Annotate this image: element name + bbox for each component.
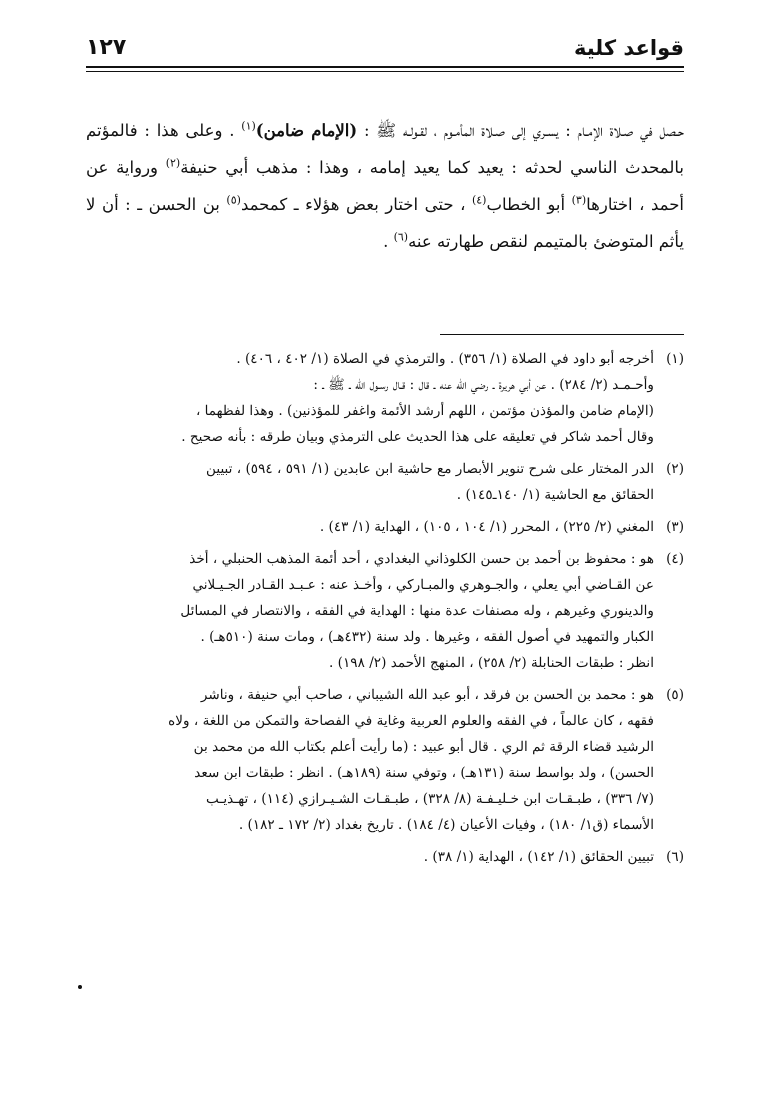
- paragraph-segment: بن الحسن ـ : أن لا يأثم المتوضئ بالمتيمم لنقص طهارته عنه: [86, 195, 684, 251]
- footnote-line: (٧/ ٣٣٦) ، طبـقـات ابن خـليـفـة (٨/ ٣٢٨) ، طبـقـات الشـيـرازي (١١٤) ، تهـذيـب: [206, 791, 654, 807]
- footnote-line: انظر : طبقات الحنابلة (٢/ ٢٥٨) ، المنهج الأحمد (٢/ ١٩٨) .: [329, 655, 654, 671]
- footnote-line: فقهه ، كان عالماً ، في الفقه والعلوم العربية وغاية في الفصاحة والتمكن من اللغة ، ولاه: [168, 713, 654, 729]
- paragraph-segment: أبو الخطاب: [486, 195, 572, 214]
- paragraph-segment: حـصل في صـلاة الإمـام : يسـري إلى صـلاة المأمـوم ، لقـولـه ﷺ :: [357, 121, 684, 140]
- footnote-separator: [440, 334, 684, 335]
- footnote-line: الدر المختار على شرح تنوير الأبصار مع حاشية ابن عابدين (١/ ٥٩١ ، ٥٩٤) ، تبيين: [206, 461, 654, 477]
- footnote-number: (٢): [666, 461, 684, 477]
- footnote-ref: (٦): [393, 230, 409, 244]
- footnote-line: وأحـمـد (٢/ ٢٨٤) . عن أبي هريرة ـ رضي الله عنه ـ قال : قـال رسـول الله ـ ﷺ ـ :: [313, 377, 654, 393]
- footnote-item: [84, 456, 684, 508]
- stray-dot: [78, 985, 82, 989]
- footnote-number: (٥): [666, 687, 684, 703]
- paragraph-segment: ، حتى اختار بعض هؤلاء ـ كمحمد: [240, 195, 472, 214]
- paragraph-segment: . وعلى هذا : فالمؤتم بالمحدث الناسي لحدثه : يعيد كما يعيد إمامه ، وهذا : مذهب أبي حنيفة: [86, 121, 684, 177]
- running-title: قواعد كلية: [574, 36, 684, 60]
- footnote-ref: (٣): [571, 193, 587, 207]
- page-number: ١٢٧: [86, 35, 127, 60]
- footnote-item: [84, 844, 684, 870]
- footnote-ref: (٥): [226, 193, 241, 207]
- paragraph-segment: .: [383, 232, 394, 251]
- footnote-line: وقال أحمد شاكر في تعليقه على هذا الحديث على الترمذي وبيان طرقه : بأنه صحيح .: [181, 429, 654, 445]
- footnote-number: (٣): [666, 519, 684, 535]
- footnote-line: الحسن) ، ولد بواسط سنة (١٣١هـ) ، وتوفي سنة (١٨٩هـ) . انظر : طبقات ابن سعد: [194, 765, 654, 781]
- footnote-item: [84, 682, 684, 838]
- footnotes: [84, 346, 684, 876]
- footnote-item: [84, 514, 684, 540]
- footnote-line: أخرجه أبو داود في الصلاة (١/ ٣٥٦) . والترمذي في الصلاة (١/ ٤٠٢ ، ٤٠٦) .: [236, 351, 654, 367]
- footnote-line: هو : محمد بن الحسن بن فرقد ، أبو عبد الله الشيباني ، صاحب أبي حنيفة ، وناشر: [200, 687, 654, 703]
- paragraph-segment: ورواية عن أحمد ، اختارها: [86, 158, 684, 214]
- footnote-line: الكبار والتمهيد في أصول الفقه ، وغيرها . ولد سنة (٤٣٢هـ) ، ومات سنة (٥١٠هـ) .: [200, 629, 654, 645]
- header-rule-thin: [86, 71, 684, 72]
- footnote-line: والدينوري وغيرهم ، وله مصنفات عدة منها : الهداية في الفقه ، والانتصار في المسائل: [180, 603, 654, 619]
- footnote-line: الرشيد قضاء الرقة ثم الري . قال أبو عبيد : (ما رأيت أعلم بكتاب الله من محمد بن: [193, 739, 654, 755]
- footnote-ref: (١): [241, 119, 256, 133]
- footnote-line: الحقائق مع الحاشية (١/ ١٤٠ـ١٤٥) .: [456, 487, 654, 503]
- footnote-number: (٤): [666, 551, 684, 567]
- paragraph-text: [86, 112, 684, 260]
- hadith-quote: (الإمام ضامن): [255, 121, 358, 140]
- footnote-line: هو : محفوظ بن أحمد بن حسن الكلوذاني البغدادي ، أحد أئمة المذهب الحنبلي ، أخذ: [189, 551, 654, 567]
- footnote-line: (الإمام ضامن والمؤذن مؤتمن ، اللهم أرشد الأئمة واغفر للمؤذنين) . وهذا لفظهما ،: [195, 403, 654, 419]
- footnote-item: [84, 546, 684, 676]
- footnote-line: المغني (٢/ ٢٢٥) ، المحرر (١/ ١٠٤ ، ١٠٥) ، الهداية (١/ ٤٣) .: [319, 519, 654, 535]
- footnote-number: (٦): [666, 849, 684, 865]
- running-header: [86, 34, 684, 62]
- footnote-line: تبيين الحقائق (١/ ١٤٢) ، الهداية (١/ ٣٨) .: [423, 849, 654, 865]
- footnote-number: (١): [666, 351, 684, 367]
- footnote-line: الأسماء (ق١/ ١٨٠) ، وفيات الأعيان (٤/ ١٨٤) . تاريخ بغداد (٢/ ١٧٢ ـ ١٨٢) .: [238, 817, 654, 833]
- footnote-line: عن القـاضي أبي يعلي ، والجـوهري والمبـاركي ، وأخـذ عنه : عـبـد القـادر الجـيـلاني: [192, 577, 654, 593]
- header-rule: [86, 66, 684, 68]
- footnote-ref: (٤): [471, 193, 487, 207]
- body-paragraph: [86, 112, 684, 260]
- footnote-ref: (٢): [165, 156, 181, 170]
- footnote-item: [84, 346, 684, 450]
